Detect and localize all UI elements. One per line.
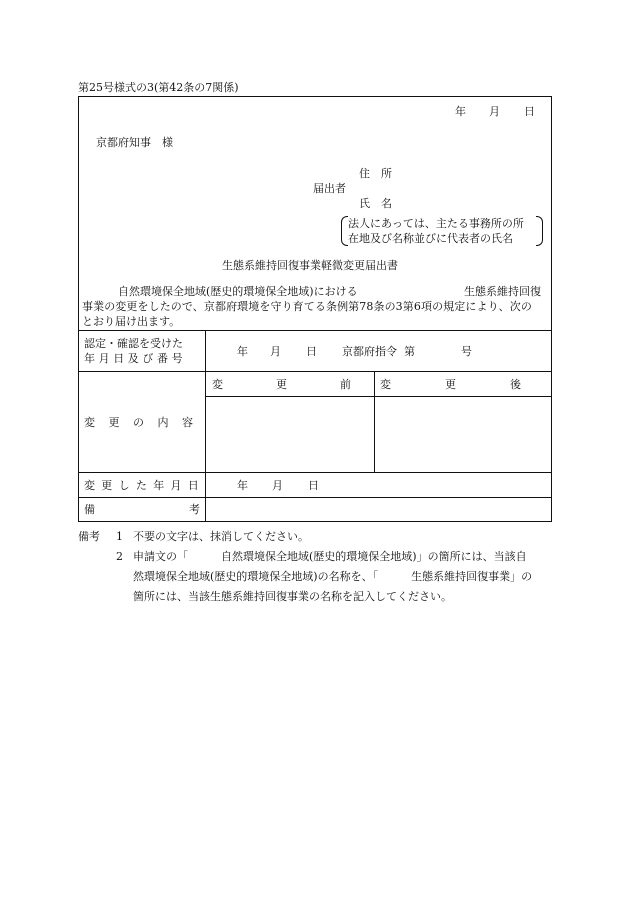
- before-header: 変更前: [212, 378, 404, 391]
- date-year: 年: [455, 105, 466, 118]
- corporate-note-line2: 在地及び名称並びに代表者の氏名: [348, 232, 513, 245]
- changed-date-day: 日: [308, 479, 319, 492]
- table-line-after-date: [78, 497, 552, 498]
- frame-left-border: [78, 96, 79, 522]
- remarks-label: 備考: [84, 503, 294, 516]
- addressee: 京都府知事 様: [96, 136, 173, 149]
- changed-date-month: 月: [272, 479, 283, 492]
- table-line-after-cert: [78, 371, 552, 372]
- body-line2: 事業の変更をしたので、京都府環境を守り育てる条例第78条の3第6項の規定により、次の: [82, 300, 532, 313]
- cert-year: 年: [237, 345, 248, 358]
- note2-line1: 申請文の「 自然環境保全地域(歴史的環境保全地域)」の箇所には、当該自: [133, 550, 527, 563]
- note1-number: 1: [116, 530, 123, 543]
- cert-label-line1: [84, 338, 200, 349]
- form-number: 第25号様式の3(第42条の7関係): [78, 81, 239, 94]
- table-line-after-headers: [205, 396, 552, 397]
- frame-right-border: [551, 96, 552, 522]
- body-line1-a: 自然環境保全地域(歴史的環境保全地域)における: [118, 285, 358, 298]
- cert-label-line2: 年月日及び番号: [84, 352, 187, 365]
- notes-label: 備考: [78, 530, 100, 543]
- changed-date-label: 変更した年月日: [84, 479, 206, 492]
- name-label: 氏 名: [359, 197, 392, 210]
- note-bracket-left: [341, 216, 348, 246]
- cert-designation: 京都府指令: [342, 345, 397, 358]
- body-line1-b: 生態系維持回復: [464, 285, 541, 298]
- change-label: 変更の内容: [84, 416, 207, 429]
- cert-month: 月: [270, 345, 281, 358]
- corporate-note-line1: 法人にあっては、主たる事務所の所: [348, 217, 524, 230]
- cert-go: 号: [461, 345, 472, 358]
- note1-text: 不要の文字は、抹消してください。: [133, 530, 309, 543]
- after-header: 変更後: [380, 378, 575, 391]
- cert-label-line1-text: 認定・確認を受けた: [84, 337, 183, 350]
- cert-day: 日: [306, 345, 317, 358]
- address-label: 住 所: [359, 167, 392, 180]
- date-month: 月: [489, 105, 500, 118]
- cert-dai: 第: [404, 345, 415, 358]
- note2-number: 2: [116, 550, 123, 563]
- note-bracket-right: [536, 216, 543, 246]
- table-line-after-change: [78, 472, 552, 473]
- frame-top-border: [78, 96, 552, 97]
- document-title: 生態系維持回復事業軽微変更届出書: [222, 259, 398, 272]
- changed-date-year: 年: [237, 479, 248, 492]
- applicant-label: 届出者: [313, 182, 346, 195]
- note2-line3: 箇所には、当該生態系維持回復事業の名称を記入してください。: [133, 590, 452, 603]
- frame-bottom-border: [78, 521, 552, 522]
- date-day: 日: [524, 105, 535, 118]
- note2-line2: 然環境保全地域(歴史的環境保全地域)の名称を、「 生態系維持回復事業」の: [133, 570, 533, 583]
- body-line3: とおり届け出ます。: [82, 315, 181, 328]
- table-top-line: [78, 330, 552, 331]
